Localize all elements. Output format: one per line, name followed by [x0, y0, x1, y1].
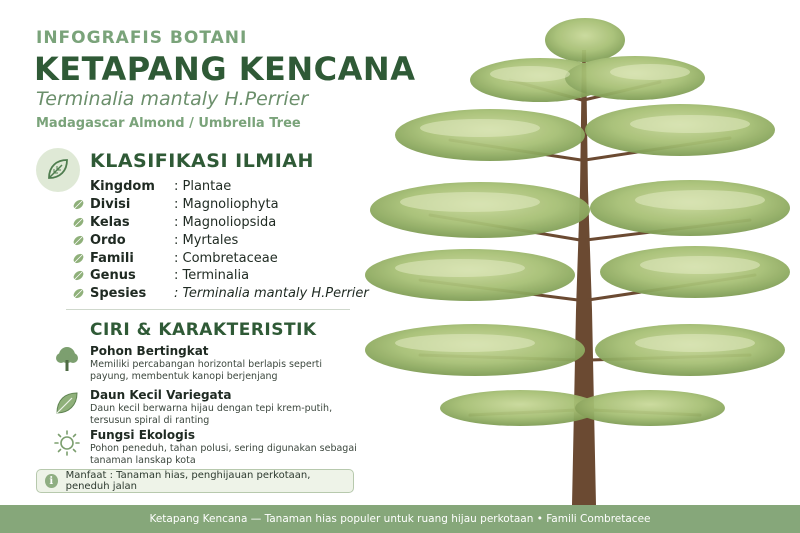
leaf-icon: [52, 388, 82, 418]
footer-banner: [0, 505, 800, 533]
scientific-name: Terminalia mantaly H.Perrier: [36, 88, 309, 110]
classification-title: KLASIFIKASI ILMIAH: [90, 150, 314, 172]
leaf-bullet-icon: [70, 198, 86, 212]
page-title: KETAPANG KENCANA: [34, 50, 416, 88]
section-divider: [66, 309, 350, 310]
leaf-bullet-icon: [70, 215, 86, 229]
classification-table: [70, 178, 369, 303]
benefit-note: [36, 469, 354, 493]
tree-icon: [52, 344, 82, 374]
classification-row-spesies: Spesies : Terminalia mantaly H.Perrier: [70, 285, 369, 303]
leaf-bullet-icon: [70, 269, 86, 283]
sun-icon: [52, 428, 82, 458]
benefit-note-text: Manfaat : Tanaman hias, penghijauan perkotaan, peneduh jalan: [65, 470, 311, 492]
common-names: Madagascar Almond / Umbrella Tree: [36, 116, 301, 131]
classification-row-famili: Famili : Combretaceae: [70, 249, 369, 267]
classification-row-genus: Genus : Terminalia: [70, 267, 369, 285]
classification-row-kingdom: Kingdom : Plantae: [90, 179, 232, 195]
classification-row-kelas: Kelas : Magnoliopsida: [70, 214, 369, 232]
tree-illustration: [360, 10, 790, 505]
footer-text: Ketapang Kencana — Tanaman hias populer untuk ruang hijau perkotaan • Famili Combretacee: [149, 513, 651, 525]
eyebrow-label: INFOGRAFIS BOTANI: [36, 28, 248, 48]
leaf-icon: [44, 156, 72, 184]
leaf-bullet-icon: [70, 287, 86, 301]
leaf-bullet-icon: [70, 251, 86, 265]
classification-row-divisi: Divisi : Magnoliophyta: [70, 196, 369, 214]
classification-row-ordo: Ordo : Myrtales: [70, 231, 369, 249]
leaf-bullet-icon: [70, 233, 86, 247]
info-icon: i: [45, 474, 58, 488]
characteristics-title: CIRI & KARAKTERISTIK: [90, 320, 317, 340]
